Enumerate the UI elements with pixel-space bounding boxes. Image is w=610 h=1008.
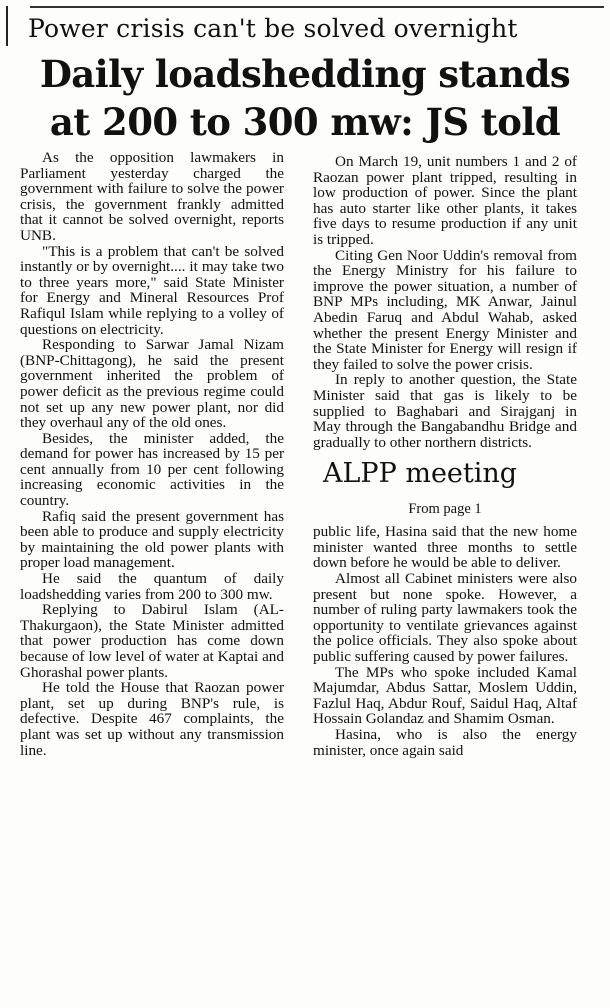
body-paragraph: Responding to Sarwar Jamal Nizam (BNP-Chittagong), he said the present government inherited the problem of power deficit as the previous regime could not set up any new power plant, nor did they overhaul any of the old ones. — [20, 336, 284, 432]
body-paragraph: Citing Gen Noor Uddin's removal from the Energy Ministry for his failure to improve the power situation, a number of BNP MPs including, MK Anwar, Jainul Abedin Faruq and Abdul Wahab, asked whether the present Energy Minister and the State Minister for Energy will resign if they failed to solve the power crisis. — [313, 246, 577, 373]
alpp-body — [313, 524, 577, 758]
body-paragraph: He said the quantum of daily loadshedding varies from 200 to 300 mw. — [20, 570, 284, 603]
headline-line-1: Daily loadshedding stands — [39, 52, 571, 96]
top-rule — [30, 6, 604, 8]
left-column — [20, 150, 284, 758]
alpp-heading: ALPP meeting — [323, 458, 518, 490]
headline-line-2: at 200 to 300 mw: JS told — [49, 100, 561, 144]
body-paragraph: Hasina, who is also the energy minister, once again said — [313, 726, 577, 759]
body-paragraph: Almost all Cabinet ministers were also present but none spoke. However, a number of ruling party lawmakers took the opportunity to ventilate grievances against the police officials. They also spoke about public suffering caused by power failures. — [313, 570, 577, 666]
body-paragraph: "This is a problem that can't be solved instantly or by overnight.... it may take two to three years more," said State Minister for Energy and Mineral Resources Prof Rafiqul Islam while replying to a volley of questions on electricity. — [20, 242, 284, 338]
body-paragraph: Replying to Dabirul Islam (AL-Thakurgaon), the State Minister admitted that power production has come down because of low level of water at Kaptai and Ghorashal power plants. — [20, 601, 284, 681]
body-paragraph: On March 19, unit numbers 1 and 2 of Raozan power plant tripped, resulting in low production of power. Since the plant has auto starter like other plants, it takes five days to resume production if any unit is tripped. — [313, 153, 577, 248]
body-paragraph: The MPs who spoke included Kamal Majumdar, Abdus Sattar, Moslem Uddin, Fazlul Haq, Abdur Rouf, Saidul Haq, Altaf Hossain Golandaz and Shamim Osman. — [313, 663, 577, 728]
kicker-headline: Power crisis can't be solved overnight — [28, 14, 518, 43]
body-paragraph: Besides, the minister added, the demand for power has increased by 15 per cent annually from 10 per cent following increasing economic activities in the country. — [20, 429, 284, 510]
main-headline — [22, 50, 588, 146]
body-paragraph: public life, Hasina said that the new home minister wanted three months to settle down before he would be able to deliver. — [313, 523, 577, 572]
body-paragraph: As the opposition lawmakers in Parliament yesterday charged the government with failure to solve the power crisis, the government frankly admitted that it cannot be solved overnight, reports UNB. — [20, 149, 284, 244]
jump-line: From page 1 — [408, 501, 482, 518]
body-paragraph: Rafiq said the present government has been able to produce and supply electricity by maintaining the old power plants with proper load management. — [20, 507, 284, 572]
body-paragraph: In reply to another question, the State Minister said that gas is likely to be supplied to Baghabari and Sirajganj in May through the Bangabandhu Bridge and gradually to other northern districts. — [313, 371, 577, 451]
column-rule — [6, 6, 8, 46]
right-column — [313, 154, 577, 758]
body-paragraph: He told the House that Raozan power plant, set up during BNP's rule, is defective. Despite 467 complaints, the plant was set up without any transmission line. — [20, 679, 284, 759]
